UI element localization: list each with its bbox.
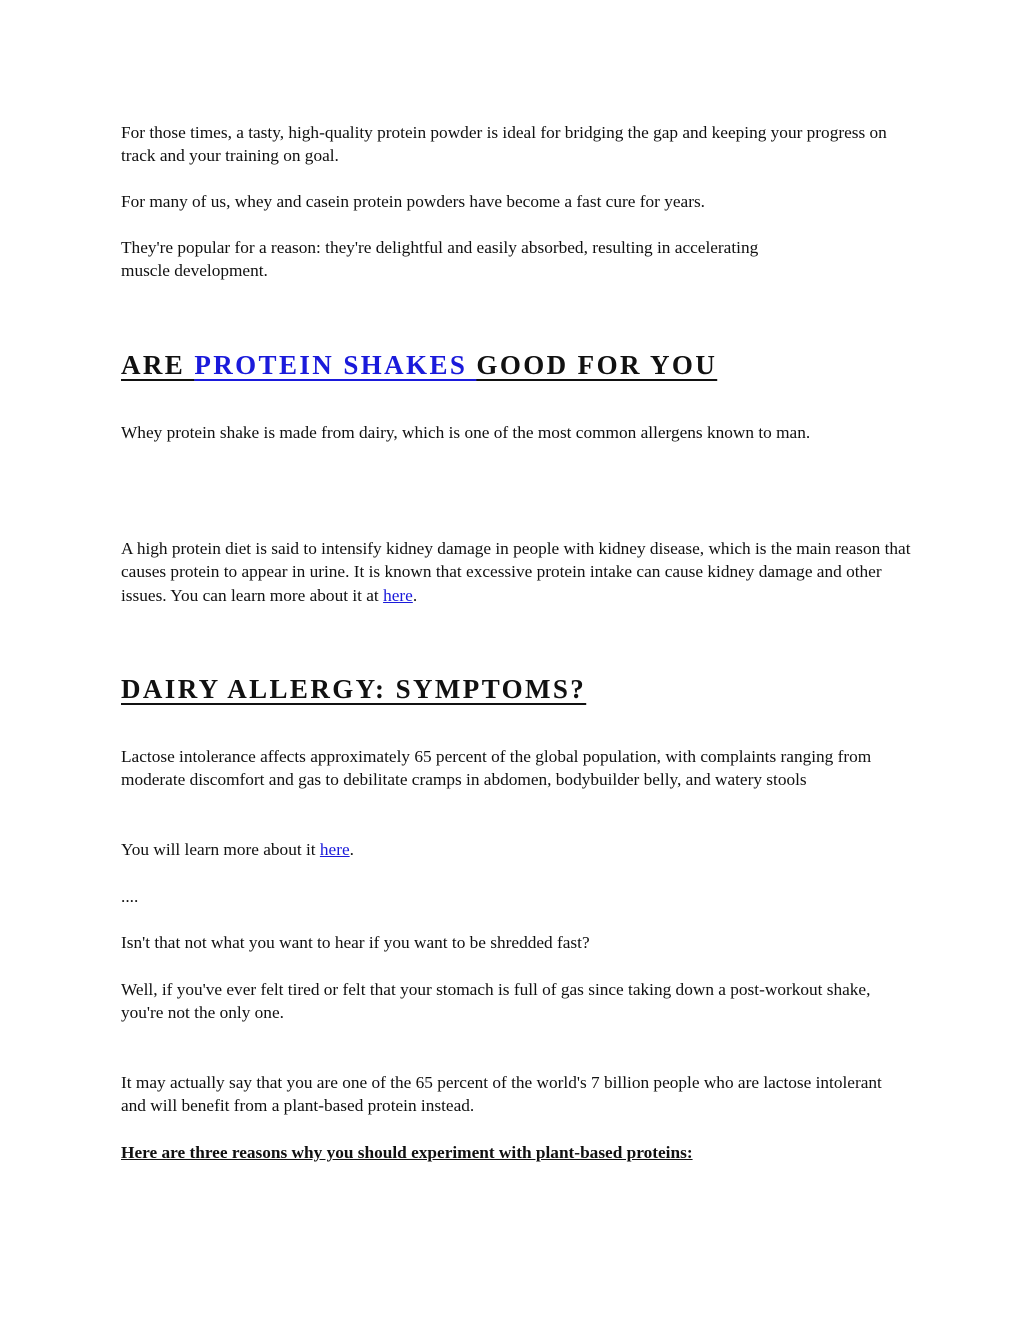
paragraph-tired-gas: Well, if you've ever felt tired or felt that your stomach is full of gas since taking down a post-workout shake, you're not the only one.	[121, 980, 871, 1023]
paragraph-65-percent: It may actually say that you are one of the 65 percent of the world's 7 billion people who are lactose intolerant and will benefit from a plant-based protein instead.	[121, 1073, 882, 1116]
paragraph-popular: They're popular for a reason: they're delightful and easily absorbed, resulting in accelerating muscle development.	[121, 238, 759, 281]
paragraph-ellipsis: ....	[121, 887, 139, 906]
paragraph-lactose-intolerance: Lactose intolerance affects approximately 65 percent of the global population, with complaints ranging from moderate discomfort and gas to debilitate cramps in abdomen, bodybuilder belly, and watery stools	[121, 747, 872, 790]
heading-dairy-allergy: DAIRY ALLERGY: SYMPTOMS?	[121, 674, 587, 704]
kidney-period: .	[412, 585, 418, 605]
paragraph-learn-more	[121, 838, 911, 861]
learn-more-period: .	[349, 840, 354, 859]
paragraph-whey-dairy: Whey protein shake is made from dairy, which is one of the most common allergens known to man.	[121, 423, 811, 442]
paragraph-three-reasons: Here are three reasons why you should experiment with plant-based proteins:	[121, 1143, 693, 1162]
protein-shakes-link[interactable]: PROTEIN SHAKES	[194, 350, 477, 380]
heading-are-protein-shakes-good	[121, 350, 717, 381]
paragraph-shredded: Isn't that not what you want to hear if you want to be shredded fast?	[121, 933, 590, 952]
learn-more-text: You will learn more about it	[121, 840, 320, 859]
learn-more-here-link[interactable]: here	[319, 840, 350, 859]
kidney-here-link[interactable]: here	[383, 585, 413, 605]
heading-prefix: ARE	[121, 350, 195, 380]
paragraph-whey-casein: For many of us, whey and casein protein powders have become a fast cure for years.	[121, 192, 705, 211]
heading-suffix: GOOD FOR YOU	[476, 350, 718, 380]
paragraph-protein-powder: For those times, a tasty, high-quality protein powder is ideal for bridging the gap and keeping your progress on track and your training on goal.	[121, 123, 887, 166]
paragraph-kidney-damage	[121, 537, 911, 607]
kidney-text: A high protein diet is said to intensify kidney damage in people with kidney disease, which is the main reason that causes protein to appear in urine. It is known that excessive protein intake can cause kidney damage and other issues. You can learn more about it at	[121, 539, 911, 605]
